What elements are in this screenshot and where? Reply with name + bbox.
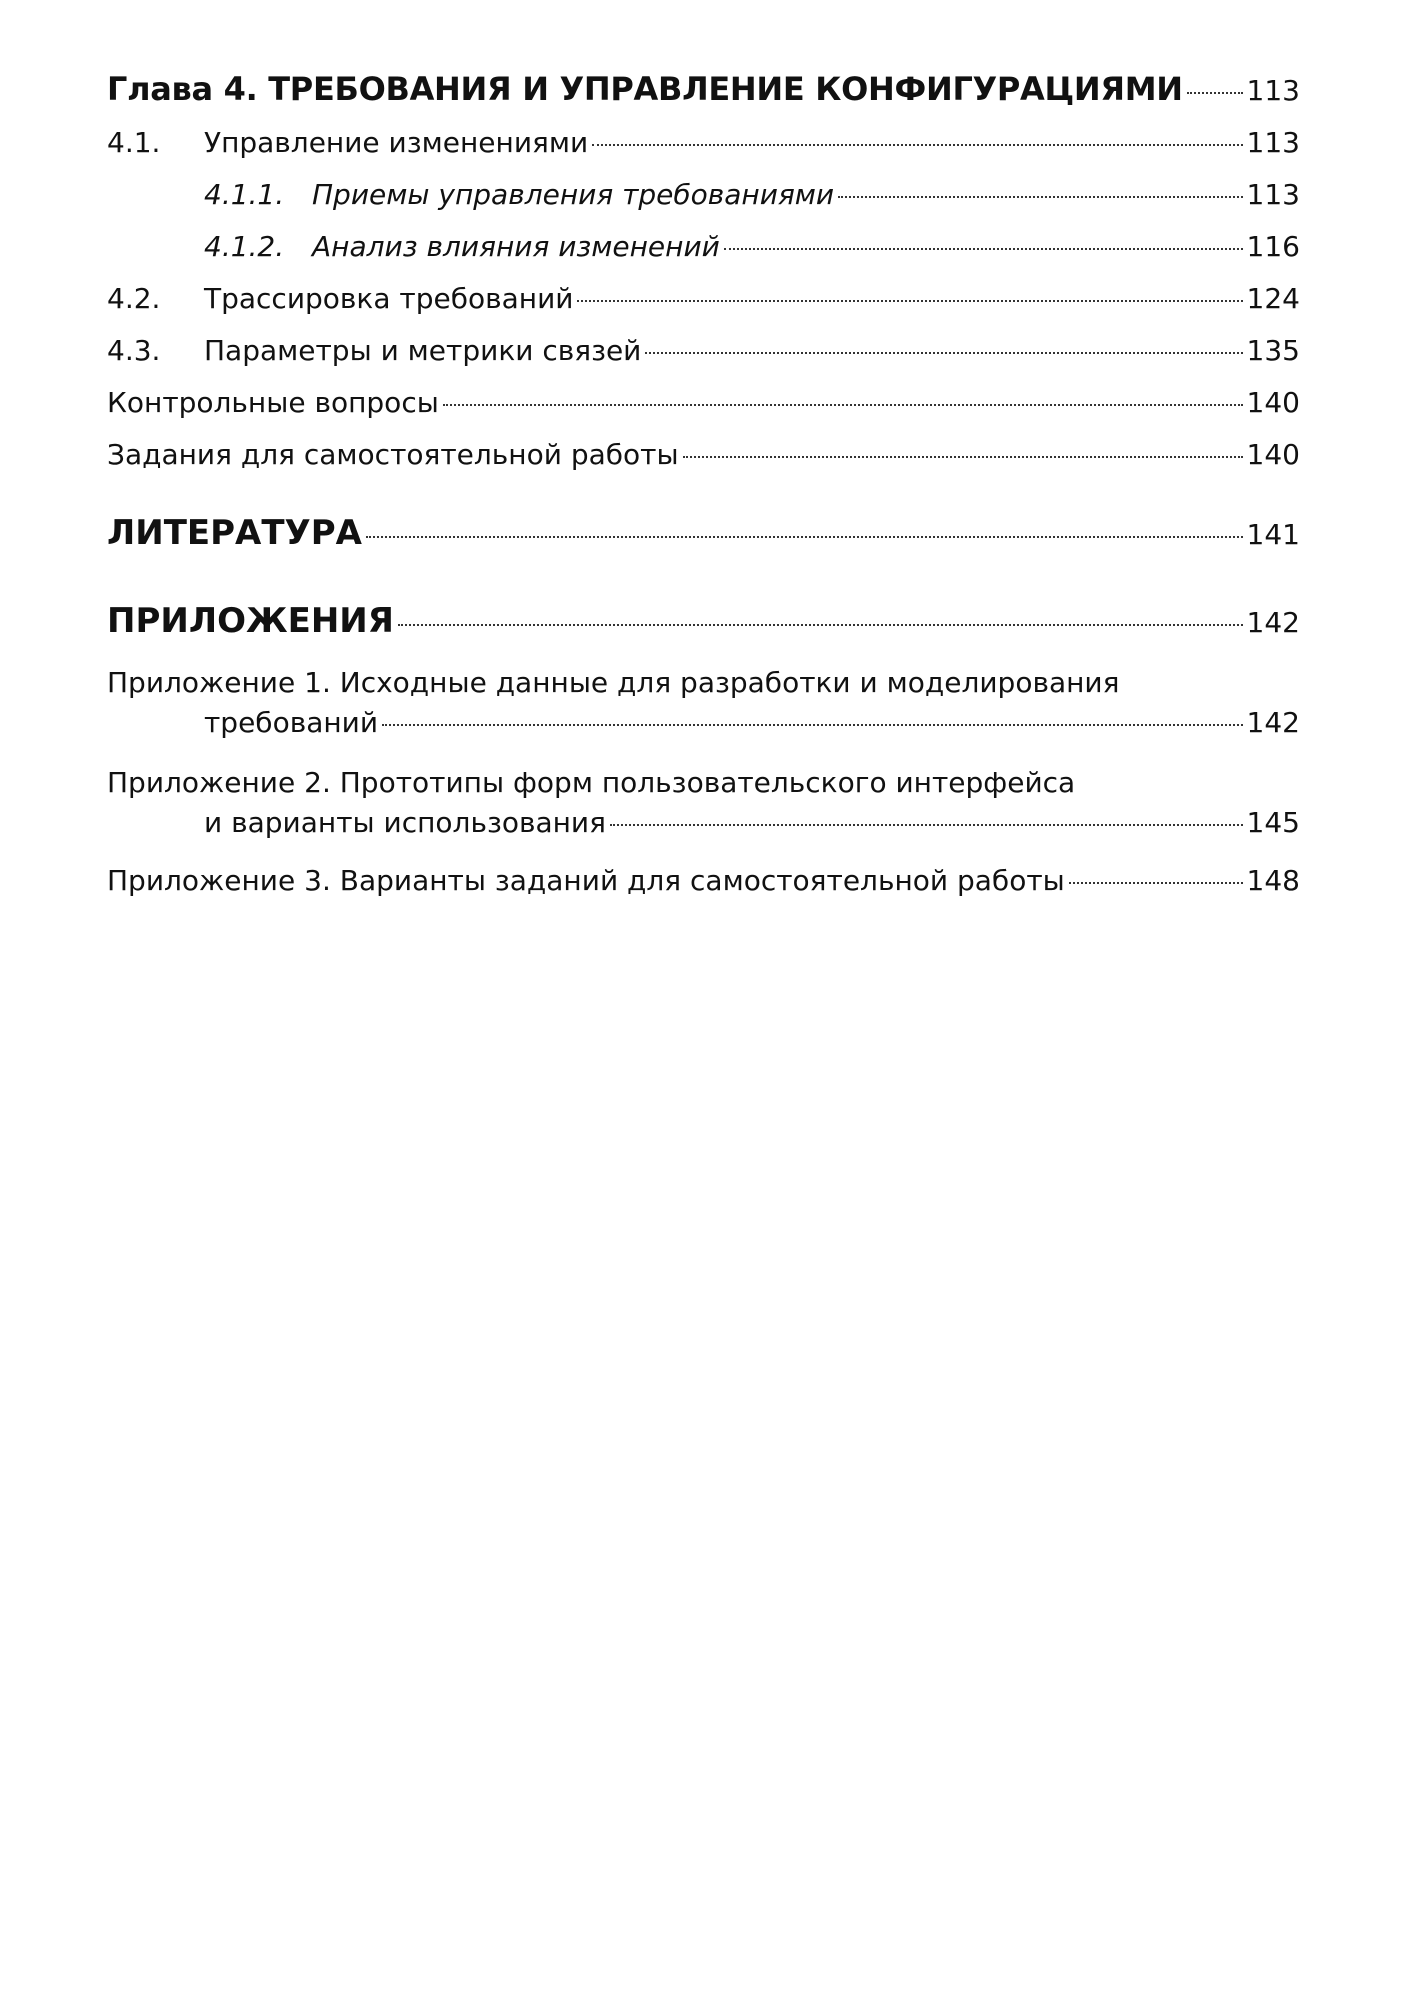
toc-entry-title: Приемы управления требованиями — [312, 178, 835, 211]
toc-review-questions[interactable] — [107, 384, 1300, 422]
toc-section-number: 4.2. — [107, 282, 161, 315]
toc-appendix-2[interactable] — [107, 762, 1300, 842]
toc-entry-title: ЛИТЕРАТУРА — [107, 513, 362, 553]
toc-entry-title: Приложение 1. Исходные данные для разработки и моделирования — [107, 666, 1120, 699]
toc-entry-title: Приложение 3. Варианты заданий для самостоятельной работы — [107, 864, 1065, 897]
toc-page-number: 142 — [1246, 606, 1300, 639]
toc-section-number: 4.1.1. — [204, 178, 285, 211]
dot-leader — [382, 724, 1242, 726]
toc-page-number: 140 — [1246, 438, 1300, 471]
toc-page-number: 116 — [1246, 230, 1300, 263]
dot-leader — [577, 300, 1242, 302]
toc-page-number: 113 — [1246, 178, 1300, 211]
dot-leader — [724, 248, 1243, 250]
toc-section-number: 4.1.2. — [204, 230, 285, 263]
toc-entry-title-continued: требований — [204, 706, 379, 739]
toc-section-number: 4.1. — [107, 126, 161, 159]
toc-section-number: 4.3. — [107, 334, 161, 367]
toc-page-number: 148 — [1246, 864, 1300, 897]
dot-leader — [838, 196, 1242, 198]
dot-leader — [1069, 882, 1243, 884]
toc-section-4-1[interactable] — [107, 124, 1300, 162]
toc-entry-title: Глава 4. ТРЕБОВАНИЯ И УПРАВЛЕНИЕ КОНФИГУРАЦИЯМИ — [107, 70, 1183, 108]
toc-page-number: 141 — [1246, 518, 1300, 551]
toc-self-work[interactable] — [107, 436, 1300, 474]
toc-page-number: 145 — [1246, 806, 1300, 839]
toc-appendix-1[interactable] — [107, 662, 1300, 742]
dot-leader — [683, 456, 1243, 458]
toc-entry-title: Трассировка требований — [204, 282, 574, 315]
toc-page-number: 135 — [1246, 334, 1300, 367]
dot-leader — [1187, 92, 1243, 94]
toc-entry-title: Приложение 2. Прототипы форм пользовательского интерфейса — [107, 766, 1076, 799]
dot-leader — [398, 624, 1243, 626]
toc-section-4-1-1[interactable] — [107, 176, 1300, 214]
toc-entry-title: ПРИЛОЖЕНИЯ — [107, 601, 394, 641]
toc-entry-title: Контрольные вопросы — [107, 386, 439, 419]
toc-entry-title: Анализ влияния изменений — [312, 230, 720, 263]
dot-leader — [443, 404, 1243, 406]
toc-page-number: 140 — [1246, 386, 1300, 419]
toc-entry-title: Параметры и метрики связей — [204, 334, 642, 367]
toc-section-4-2[interactable] — [107, 280, 1300, 318]
toc-page-number: 113 — [1246, 74, 1300, 107]
toc-literature[interactable] — [107, 514, 1300, 554]
dot-leader — [592, 144, 1242, 146]
toc-appendix-3[interactable] — [107, 862, 1300, 900]
toc-page-number: 113 — [1246, 126, 1300, 159]
toc-entry-title: Управление изменениями — [204, 126, 589, 159]
dot-leader — [366, 536, 1243, 538]
toc-page-number: 124 — [1246, 282, 1300, 315]
dot-leader — [610, 824, 1243, 826]
dot-leader — [645, 352, 1242, 354]
table-of-contents — [107, 70, 1300, 900]
toc-section-4-3[interactable] — [107, 332, 1300, 370]
toc-page-number: 142 — [1246, 706, 1300, 739]
toc-appendices[interactable] — [107, 602, 1300, 642]
toc-entry-title: Задания для самостоятельной работы — [107, 438, 679, 471]
toc-entry-title-continued: и варианты использования — [204, 806, 606, 839]
toc-chapter-4[interactable] — [107, 70, 1300, 110]
toc-section-4-1-2[interactable] — [107, 228, 1300, 266]
